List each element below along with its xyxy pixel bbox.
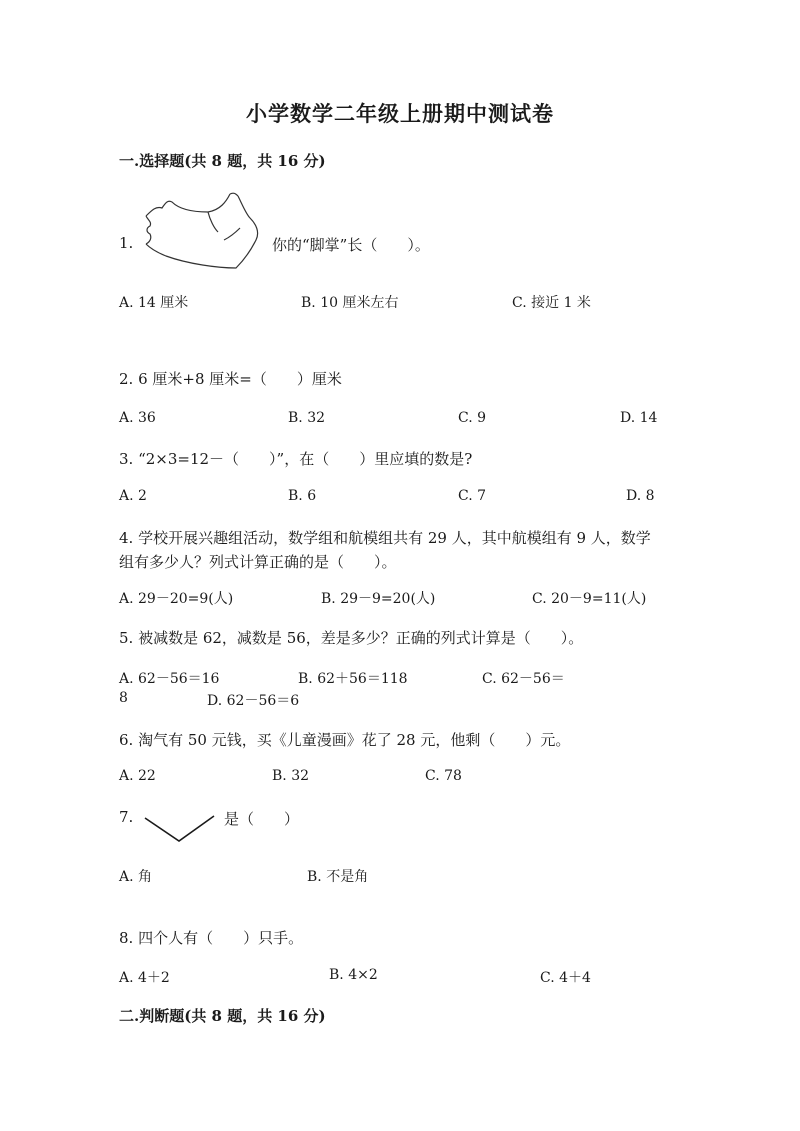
question-3-text: 3. “2×3=12－（ ）”，在（ ）里应填的数是? bbox=[119, 450, 473, 468]
question-4-option-a[interactable]: A. 29－20=9(人) bbox=[119, 591, 234, 607]
question-2-option-c[interactable]: C. 9 bbox=[458, 410, 487, 426]
question-5-option-c[interactable]: C. 62－56＝ bbox=[482, 671, 565, 687]
question-1-option-c[interactable]: C. 接近 1 米 bbox=[512, 295, 591, 311]
question-8-option-b[interactable]: B. 4×2 bbox=[329, 967, 378, 983]
section-heading-judgement: 二.判断题(共 8 题，共 16 分) bbox=[119, 1007, 326, 1025]
question-8-text: 8. 四个人有（ ）只手。 bbox=[119, 929, 304, 947]
question-4-text-line-2: 组有多少人？列式计算正确的是（ ）。 bbox=[119, 553, 397, 571]
angle-figure-image bbox=[143, 814, 218, 844]
question-7-number: 7. bbox=[119, 808, 134, 826]
question-4-option-b[interactable]: B. 29－9=20(人) bbox=[321, 591, 436, 607]
question-2-option-d[interactable]: D. 14 bbox=[620, 410, 658, 426]
question-6-text: 6. 淘气有 50 元钱，买《儿童漫画》花了 28 元，他剩（ ）元。 bbox=[119, 731, 571, 749]
question-7-option-b[interactable]: B. 不是角 bbox=[307, 869, 369, 885]
question-7-text: 是（ ） bbox=[224, 810, 300, 828]
question-7-option-a[interactable]: A. 角 bbox=[119, 869, 153, 885]
question-8-option-a[interactable]: A. 4＋2 bbox=[119, 970, 170, 986]
foot-sketch-image bbox=[138, 188, 263, 273]
question-6-option-c[interactable]: C. 78 bbox=[425, 768, 462, 784]
question-1-option-a[interactable]: A. 14 厘米 bbox=[119, 295, 189, 311]
question-5-option-a[interactable]: A. 62－56＝16 bbox=[119, 671, 220, 687]
question-1-number: 1. bbox=[119, 234, 134, 252]
question-6-option-a[interactable]: A. 22 bbox=[119, 768, 156, 784]
question-3-option-c[interactable]: C. 7 bbox=[458, 488, 487, 504]
question-1-option-b[interactable]: B. 10 厘米左右 bbox=[301, 295, 399, 311]
question-2-option-a[interactable]: A. 36 bbox=[119, 410, 156, 426]
question-8-option-c[interactable]: C. 4＋4 bbox=[540, 970, 591, 986]
question-5-option-b[interactable]: B. 62＋56＝118 bbox=[298, 671, 408, 687]
question-5-option-d[interactable]: D. 62－56＝6 bbox=[207, 693, 300, 709]
question-3-option-a[interactable]: A. 2 bbox=[119, 488, 147, 504]
question-2-text: 2. 6 厘米+8 厘米=（ ）厘米 bbox=[119, 370, 342, 388]
section-heading-choice: 一.选择题(共 8 题，共 16 分) bbox=[119, 152, 326, 170]
question-3-option-b[interactable]: B. 6 bbox=[288, 488, 317, 504]
page-title: 小学数学二年级上册期中测试卷 bbox=[246, 101, 554, 126]
question-4-option-c[interactable]: C. 20－9=11(人) bbox=[532, 591, 647, 607]
question-4-text-line-1: 4. 学校开展兴趣组活动，数学组和航模组共有 29 人，其中航模组有 9 人，数学 bbox=[119, 529, 651, 547]
question-1-text: 你的“脚掌”长（ ）。 bbox=[272, 236, 430, 254]
question-3-option-d[interactable]: D. 8 bbox=[626, 488, 655, 504]
question-5-option-c-continued: 8 bbox=[119, 690, 128, 706]
question-5-text: 5. 被减数是 62，减数是 56，差是多少？正确的列式计算是（ ）。 bbox=[119, 629, 584, 647]
question-2-option-b[interactable]: B. 32 bbox=[288, 410, 326, 426]
question-6-option-b[interactable]: B. 32 bbox=[272, 768, 310, 784]
